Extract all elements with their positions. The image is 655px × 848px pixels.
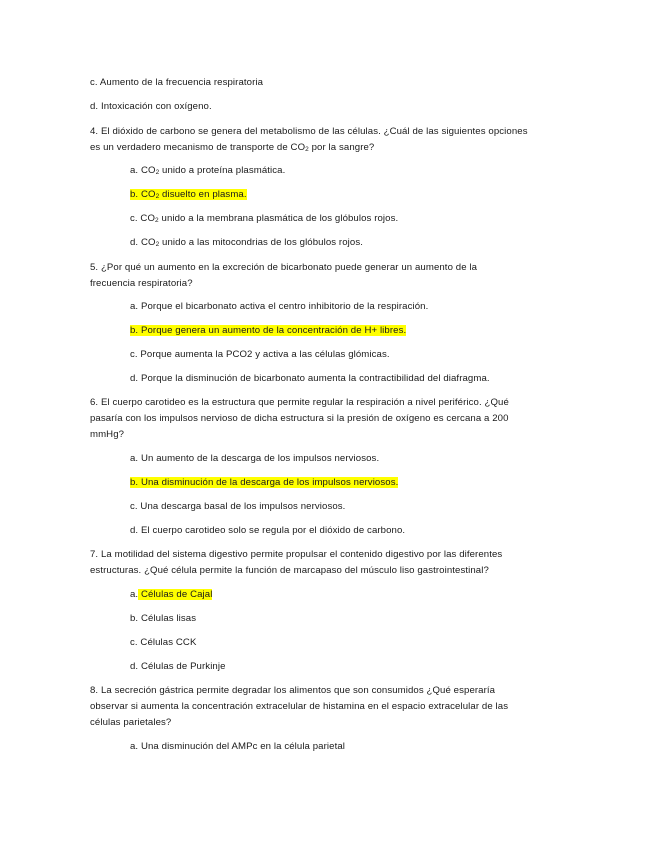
q4-text-line2: es un verdadero mecanismo de transporte de $CO_2$ por la sangre? xyxy=(90,142,375,153)
q8-text-line1: 8. La secreción gástrica permite degradar los alimentos que son consumidos ¿Qué esperaría xyxy=(90,685,496,696)
highlighted-answer: Células de Cajal xyxy=(138,589,213,600)
q5-option-a: a. Porque el bicarbonato activa el centro inhibitorio de la respiración. xyxy=(130,301,429,312)
q7-text-line2: estructuras. ¿Qué célula permite la función de marcapaso del músculo liso gastrointestinal? xyxy=(90,565,489,576)
highlighted-answer: b. $CO_2$ disuelto en plasma. xyxy=(130,189,247,200)
q4-option-a: a. $CO_2$ unido a proteína plasmática. xyxy=(130,165,286,176)
q6-text-line3: mmHg? xyxy=(90,429,125,440)
q7-option-a: a. Células de Cajal xyxy=(130,589,213,600)
q7-option-c: c. Células CCK xyxy=(130,637,197,648)
q8-text-line3: células parietales? xyxy=(90,717,172,728)
q4-option-b xyxy=(130,189,247,201)
q6-text-line2: pasaría con los impulsos nervioso de dicha estructura si la presión de oxígeno es cercana a 200 xyxy=(90,413,509,424)
q7-option-d: d. Células de Purkinje xyxy=(130,661,226,672)
q6-text-line1: 6. El cuerpo carotideo es la estructura que permite regular la respiración a nivel periférico. ¿Qué xyxy=(90,397,509,408)
highlighted-answer: b. Porque genera un aumento de la concentración de H+ libres. xyxy=(130,325,407,336)
lead-option-d: d. Intoxicación con oxígeno. xyxy=(90,101,212,112)
q4-text-line1: 4. El dióxido de carbono se genera del metabolismo de las células. ¿Cuál de las siguientes opciones xyxy=(90,126,528,137)
q6-option-b xyxy=(130,477,398,489)
q8-text-line2: observar si aumenta la concentración extracelular de histamina en el espacio extracelular de las xyxy=(90,701,509,712)
q5-option-d: d. Porque la disminución de bicarbonato aumenta la contractibilidad del diafragma. xyxy=(130,373,490,384)
q8-option-a: a. Una disminución del AMPc en la célula parietal xyxy=(130,741,346,752)
lead-option-c: c. Aumento de la frecuencia respiratoria xyxy=(90,77,264,88)
q4-option-d: d. $CO_2$ unido a las mitocondrias de los glóbulos rojos. xyxy=(130,237,363,248)
q5-option-c: c. Porque aumenta la PCO2 y activa a las células glómicas. xyxy=(130,349,390,360)
q5-text-line2: frecuencia respiratoria? xyxy=(90,278,193,289)
q6-option-d: d. El cuerpo carotideo solo se regula por el dióxido de carbono. xyxy=(130,525,406,536)
q5-text-line1: 5. ¿Por qué un aumento en la excreción de bicarbonato puede generar un aumento de la xyxy=(90,262,478,273)
q4-option-c: c. $CO_2$ unido a la membrana plasmática de los glóbulos rojos. xyxy=(130,213,399,224)
q6-option-a: a. Un aumento de la descarga de los impulsos nerviosos. xyxy=(130,453,380,464)
q7-option-b: b. Células lisas xyxy=(130,613,197,624)
highlighted-answer: b. Una disminución de la descarga de los impulsos nerviosos. xyxy=(130,477,399,488)
q5-option-b xyxy=(130,325,406,337)
q6-option-c: c. Una descarga basal de los impulsos nerviosos. xyxy=(130,501,346,512)
q7-text-line1: 7. La motilidad del sistema digestivo permite propulsar el contenido digestivo por las diferentes xyxy=(90,549,503,560)
